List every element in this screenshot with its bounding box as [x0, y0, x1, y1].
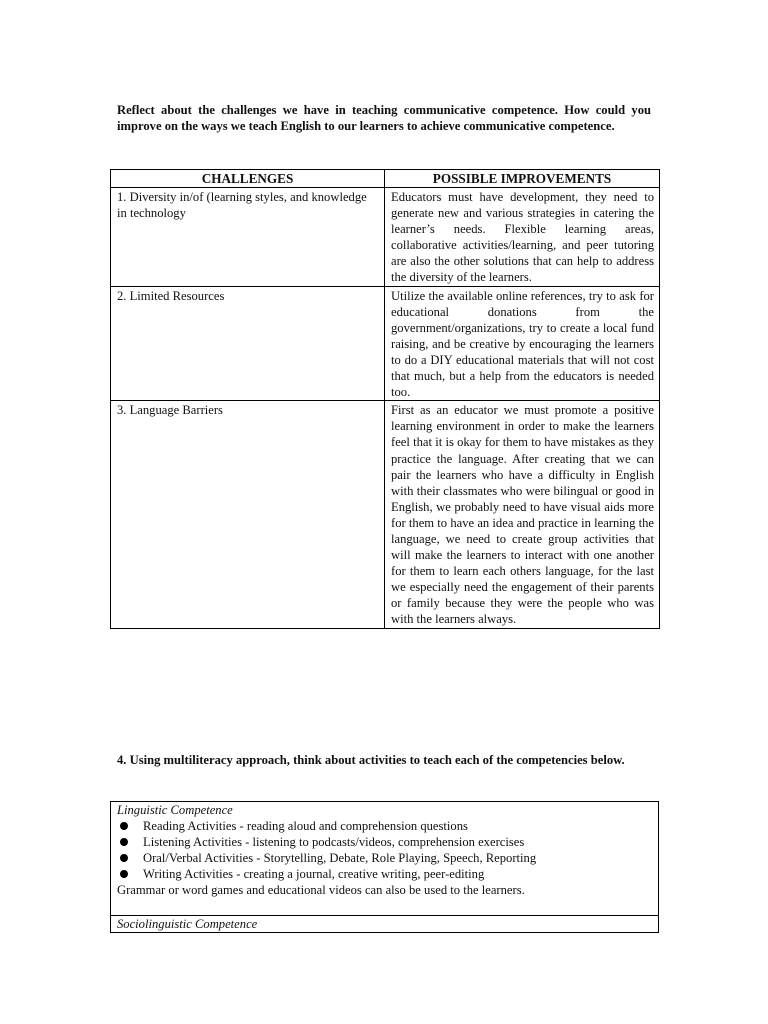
improvement-cell: First as an educator we must promote a positive learning environment in order to make the learners feel that it is okay for them to have mistakes as they practice the language. After creating that we can pair the learners who have a difficulty in English with their classmates who were bilingual or good in English, we probably need to have visual aids more for them to have an idea and practice in learning the language, we need to create group activities that will make the learners to interact with one another for them to learn each others language, for the last we especially need the engagement of their parents or family because they were the people who was with the learners always.: [385, 401, 660, 628]
challenge-cell: 2. Limited Resources: [111, 286, 385, 401]
linguistic-competence-section: [111, 802, 658, 916]
competencies-box: [110, 801, 659, 933]
table-row: [111, 188, 660, 287]
bullet-icon: [120, 854, 128, 862]
list-item-text: Listening Activities - listening to podcasts/videos, comprehension exercises: [143, 835, 525, 849]
list-item: [117, 834, 653, 850]
sociolinguistic-competence-heading: Sociolinguistic Competence: [117, 917, 258, 931]
challenge-cell: 1. Diversity in/of (learning styles, and knowledge in technology: [111, 188, 385, 287]
bullet-icon: [120, 822, 128, 830]
list-item-text: Reading Activities - reading aloud and comprehension questions: [143, 819, 468, 833]
challenges-table: [110, 169, 660, 629]
list-item: [117, 850, 653, 866]
table-header-row: [111, 170, 660, 188]
improvement-cell: Utilize the available online references, try to ask for educational donations from the government/organizations, try to create a local fund raising, and be creative by encouraging the learners to do a DIY educational materials that will not cost that much, but a help from the educators is needed too.: [385, 286, 660, 401]
activity-list: [117, 818, 653, 882]
bullet-icon: [120, 870, 128, 878]
sociolinguistic-competence-section: [111, 916, 658, 932]
list-item: [117, 866, 653, 882]
linguistic-note: Grammar or word games and educational videos can also be used to the learners.: [117, 883, 525, 897]
table-row: [111, 401, 660, 628]
header-possible-improvements: POSSIBLE IMPROVEMENTS: [385, 170, 660, 188]
list-item: [117, 818, 653, 834]
header-challenges: CHALLENGES: [111, 170, 385, 188]
bullet-icon: [120, 838, 128, 846]
list-item-text: Oral/Verbal Activities - Storytelling, Debate, Role Playing, Speech, Reporting: [143, 851, 537, 865]
intro-paragraph: Reflect about the challenges we have in teaching communicative competence. How could you improve on the ways we teach English to our learners to achieve communicative competence.: [117, 103, 651, 133]
table-row: [111, 286, 660, 401]
question-4: 4. Using multiliteracy approach, think about activities to teach each of the competencies below.: [117, 753, 625, 767]
list-item-text: Writing Activities - creating a journal, creative writing, peer-editing: [143, 867, 485, 881]
improvement-cell: Educators must have development, they need to generate new and various strategies in catering the learner’s needs. Flexible learning areas, collaborative activities/learning, and peer tutoring are also the other solutions that can help to address the diversity of the learners.: [385, 188, 660, 287]
linguistic-competence-heading: Linguistic Competence: [117, 803, 233, 817]
challenge-cell: 3. Language Barriers: [111, 401, 385, 628]
